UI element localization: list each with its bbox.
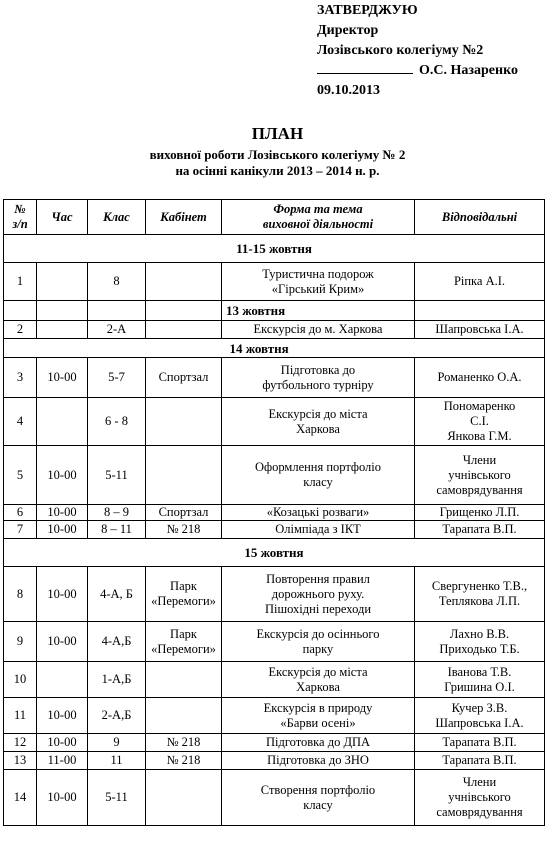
row-event: Оформлення портфоліо класу — [222, 446, 415, 505]
row-number: 1 — [4, 263, 37, 301]
approval-signature — [317, 61, 518, 81]
row-responsible: Свергуненко Т.В., Теплякова Л.П. — [415, 567, 545, 622]
row-number: 12 — [4, 734, 37, 752]
row-time: 10-00 — [37, 734, 88, 752]
row-class: 5-11 — [88, 770, 146, 826]
row-responsible: Тарапата В.П. — [415, 734, 545, 752]
section-title: 14 жовтня — [37, 339, 545, 358]
document-subtitle: виховної роботи Лозівського колегіуму № 2 — [149, 147, 406, 162]
table-row — [4, 662, 545, 698]
table-row — [4, 752, 545, 770]
table-row — [4, 321, 545, 339]
row-class: 4-А,Б — [88, 622, 146, 662]
row-room — [146, 662, 222, 698]
row-number: 10 — [4, 662, 37, 698]
row-class: 8 — [88, 263, 146, 301]
row-number: 5 — [4, 446, 37, 505]
row-responsible: Члени учнівського самоврядування — [415, 446, 545, 505]
row-responsible: Тарапата В.П. — [415, 752, 545, 770]
row-number: 11 — [4, 698, 37, 734]
table-row — [4, 505, 545, 521]
row-class: 9 — [88, 734, 146, 752]
table-row — [4, 263, 545, 301]
approval-heading: ЗАТВЕРДЖУЮ — [317, 3, 418, 18]
row-number: 8 — [4, 567, 37, 622]
row-event: Повторення правил дорожнього руху. Пішохідні переходи — [222, 567, 415, 622]
row-class: 5-7 — [88, 358, 146, 398]
row-room — [146, 446, 222, 505]
row-responsible: Романенко О.А. — [415, 358, 545, 398]
row-number: 9 — [4, 622, 37, 662]
row-time — [37, 662, 88, 698]
row-time — [37, 321, 88, 339]
row-class: 2-А,Б — [88, 698, 146, 734]
row-number: 6 — [4, 505, 37, 521]
row-room — [146, 770, 222, 826]
document-period: на осінні канікули 2013 – 2014 н. р. — [175, 163, 380, 178]
table-row — [4, 358, 545, 398]
row-responsible: Тарапата В.П. — [415, 521, 545, 539]
row-time: 10-00 — [37, 446, 88, 505]
section-title: 11-15 жовтня — [4, 235, 545, 263]
row-room — [146, 263, 222, 301]
section-row — [4, 301, 545, 321]
approval-position: Директор — [317, 23, 379, 38]
row-time: 10-00 — [37, 521, 88, 539]
row-room — [146, 398, 222, 446]
header-event: Форма та тема виховної діяльності — [222, 200, 415, 235]
row-room: № 218 — [146, 734, 222, 752]
row-class: 6 - 8 — [88, 398, 146, 446]
row-number: 4 — [4, 398, 37, 446]
approval-signer: О.С. Назаренко — [419, 63, 518, 78]
row-class: 5-11 — [88, 446, 146, 505]
row-event: Підготовка до футбольного турніру — [222, 358, 415, 398]
row-time: 10-00 — [37, 505, 88, 521]
header-number: № з/п — [4, 200, 37, 235]
row-responsible: Шапровська І.А. — [415, 321, 545, 339]
row-time: 10-00 — [37, 567, 88, 622]
row-responsible: Ріпка А.І. — [415, 263, 545, 301]
table-row — [4, 622, 545, 662]
table-row — [4, 770, 545, 826]
approval-block — [317, 1, 518, 101]
section-row — [4, 339, 545, 358]
row-class: 8 – 9 — [88, 505, 146, 521]
table-row — [4, 734, 545, 752]
row-time: 10-00 — [37, 358, 88, 398]
row-event: Екскурсія до м. Харкова — [222, 321, 415, 339]
header-room: Кабінет — [146, 200, 222, 235]
row-room: Парк «Перемоги» — [146, 567, 222, 622]
table-row — [4, 567, 545, 622]
row-time: 10-00 — [37, 770, 88, 826]
row-event: Підготовка до ДПА — [222, 734, 415, 752]
row-event: Екскурсія до міста Харкова — [222, 662, 415, 698]
document-title: ПЛАН — [251, 124, 304, 143]
row-class: 2-А — [88, 321, 146, 339]
header-time: Час — [37, 200, 88, 235]
row-responsible: Грищенко Л.П. — [415, 505, 545, 521]
row-number: 14 — [4, 770, 37, 826]
row-number: 3 — [4, 358, 37, 398]
row-responsible: Члени учнівського самоврядування — [415, 770, 545, 826]
row-room — [146, 698, 222, 734]
row-responsible: Пономаренко С.І. Янкова Г.М. — [415, 398, 545, 446]
row-event: Екскурсія до міста Харкова — [222, 398, 415, 446]
row-event: Підготовка до ЗНО — [222, 752, 415, 770]
row-time: 10-00 — [37, 698, 88, 734]
row-room: № 218 — [146, 752, 222, 770]
row-time: 11-00 — [37, 752, 88, 770]
row-number: 2 — [4, 321, 37, 339]
row-class: 1-А,Б — [88, 662, 146, 698]
row-event: Олімпіада з ІКТ — [222, 521, 415, 539]
row-room: № 218 — [146, 521, 222, 539]
row-class: 4-А, Б — [88, 567, 146, 622]
row-class: 11 — [88, 752, 146, 770]
row-room: Спортзал — [146, 505, 222, 521]
row-event: Екскурсія до осіннього парку — [222, 622, 415, 662]
row-event: «Козацькі розваги» — [222, 505, 415, 521]
row-time — [37, 263, 88, 301]
section-row — [4, 235, 545, 263]
header-responsible: Відповідальні — [415, 200, 545, 235]
approval-institution: Лозівського колегіуму №2 — [317, 43, 484, 58]
table-row — [4, 521, 545, 539]
row-number: 7 — [4, 521, 37, 539]
plan-table — [3, 199, 545, 826]
header-class: Клас — [88, 200, 146, 235]
table-row — [4, 698, 545, 734]
row-event: Туристична подорож «Гірський Крим» — [222, 263, 415, 301]
signature-line — [317, 61, 413, 74]
row-responsible: Іванова Т.В. Гришина О.І. — [415, 662, 545, 698]
section-title: 15 жовтня — [4, 539, 545, 567]
row-room: Парк «Перемоги» — [146, 622, 222, 662]
section-title: 13 жовтня — [222, 301, 415, 321]
table-header-row — [4, 200, 545, 235]
row-class: 8 – 11 — [88, 521, 146, 539]
row-time: 10-00 — [37, 622, 88, 662]
row-room: Спортзал — [146, 358, 222, 398]
row-event: Екскурсія в природу «Барви осені» — [222, 698, 415, 734]
table-row — [4, 446, 545, 505]
row-responsible: Лахно В.В. Приходько Т.Б. — [415, 622, 545, 662]
row-room — [146, 321, 222, 339]
row-responsible: Кучер З.В. Шапровська І.А. — [415, 698, 545, 734]
section-row — [4, 539, 545, 567]
approval-date: 09.10.2013 — [317, 83, 380, 98]
row-time — [37, 398, 88, 446]
row-number: 13 — [4, 752, 37, 770]
table-row — [4, 398, 545, 446]
row-event: Створення портфоліо класу — [222, 770, 415, 826]
